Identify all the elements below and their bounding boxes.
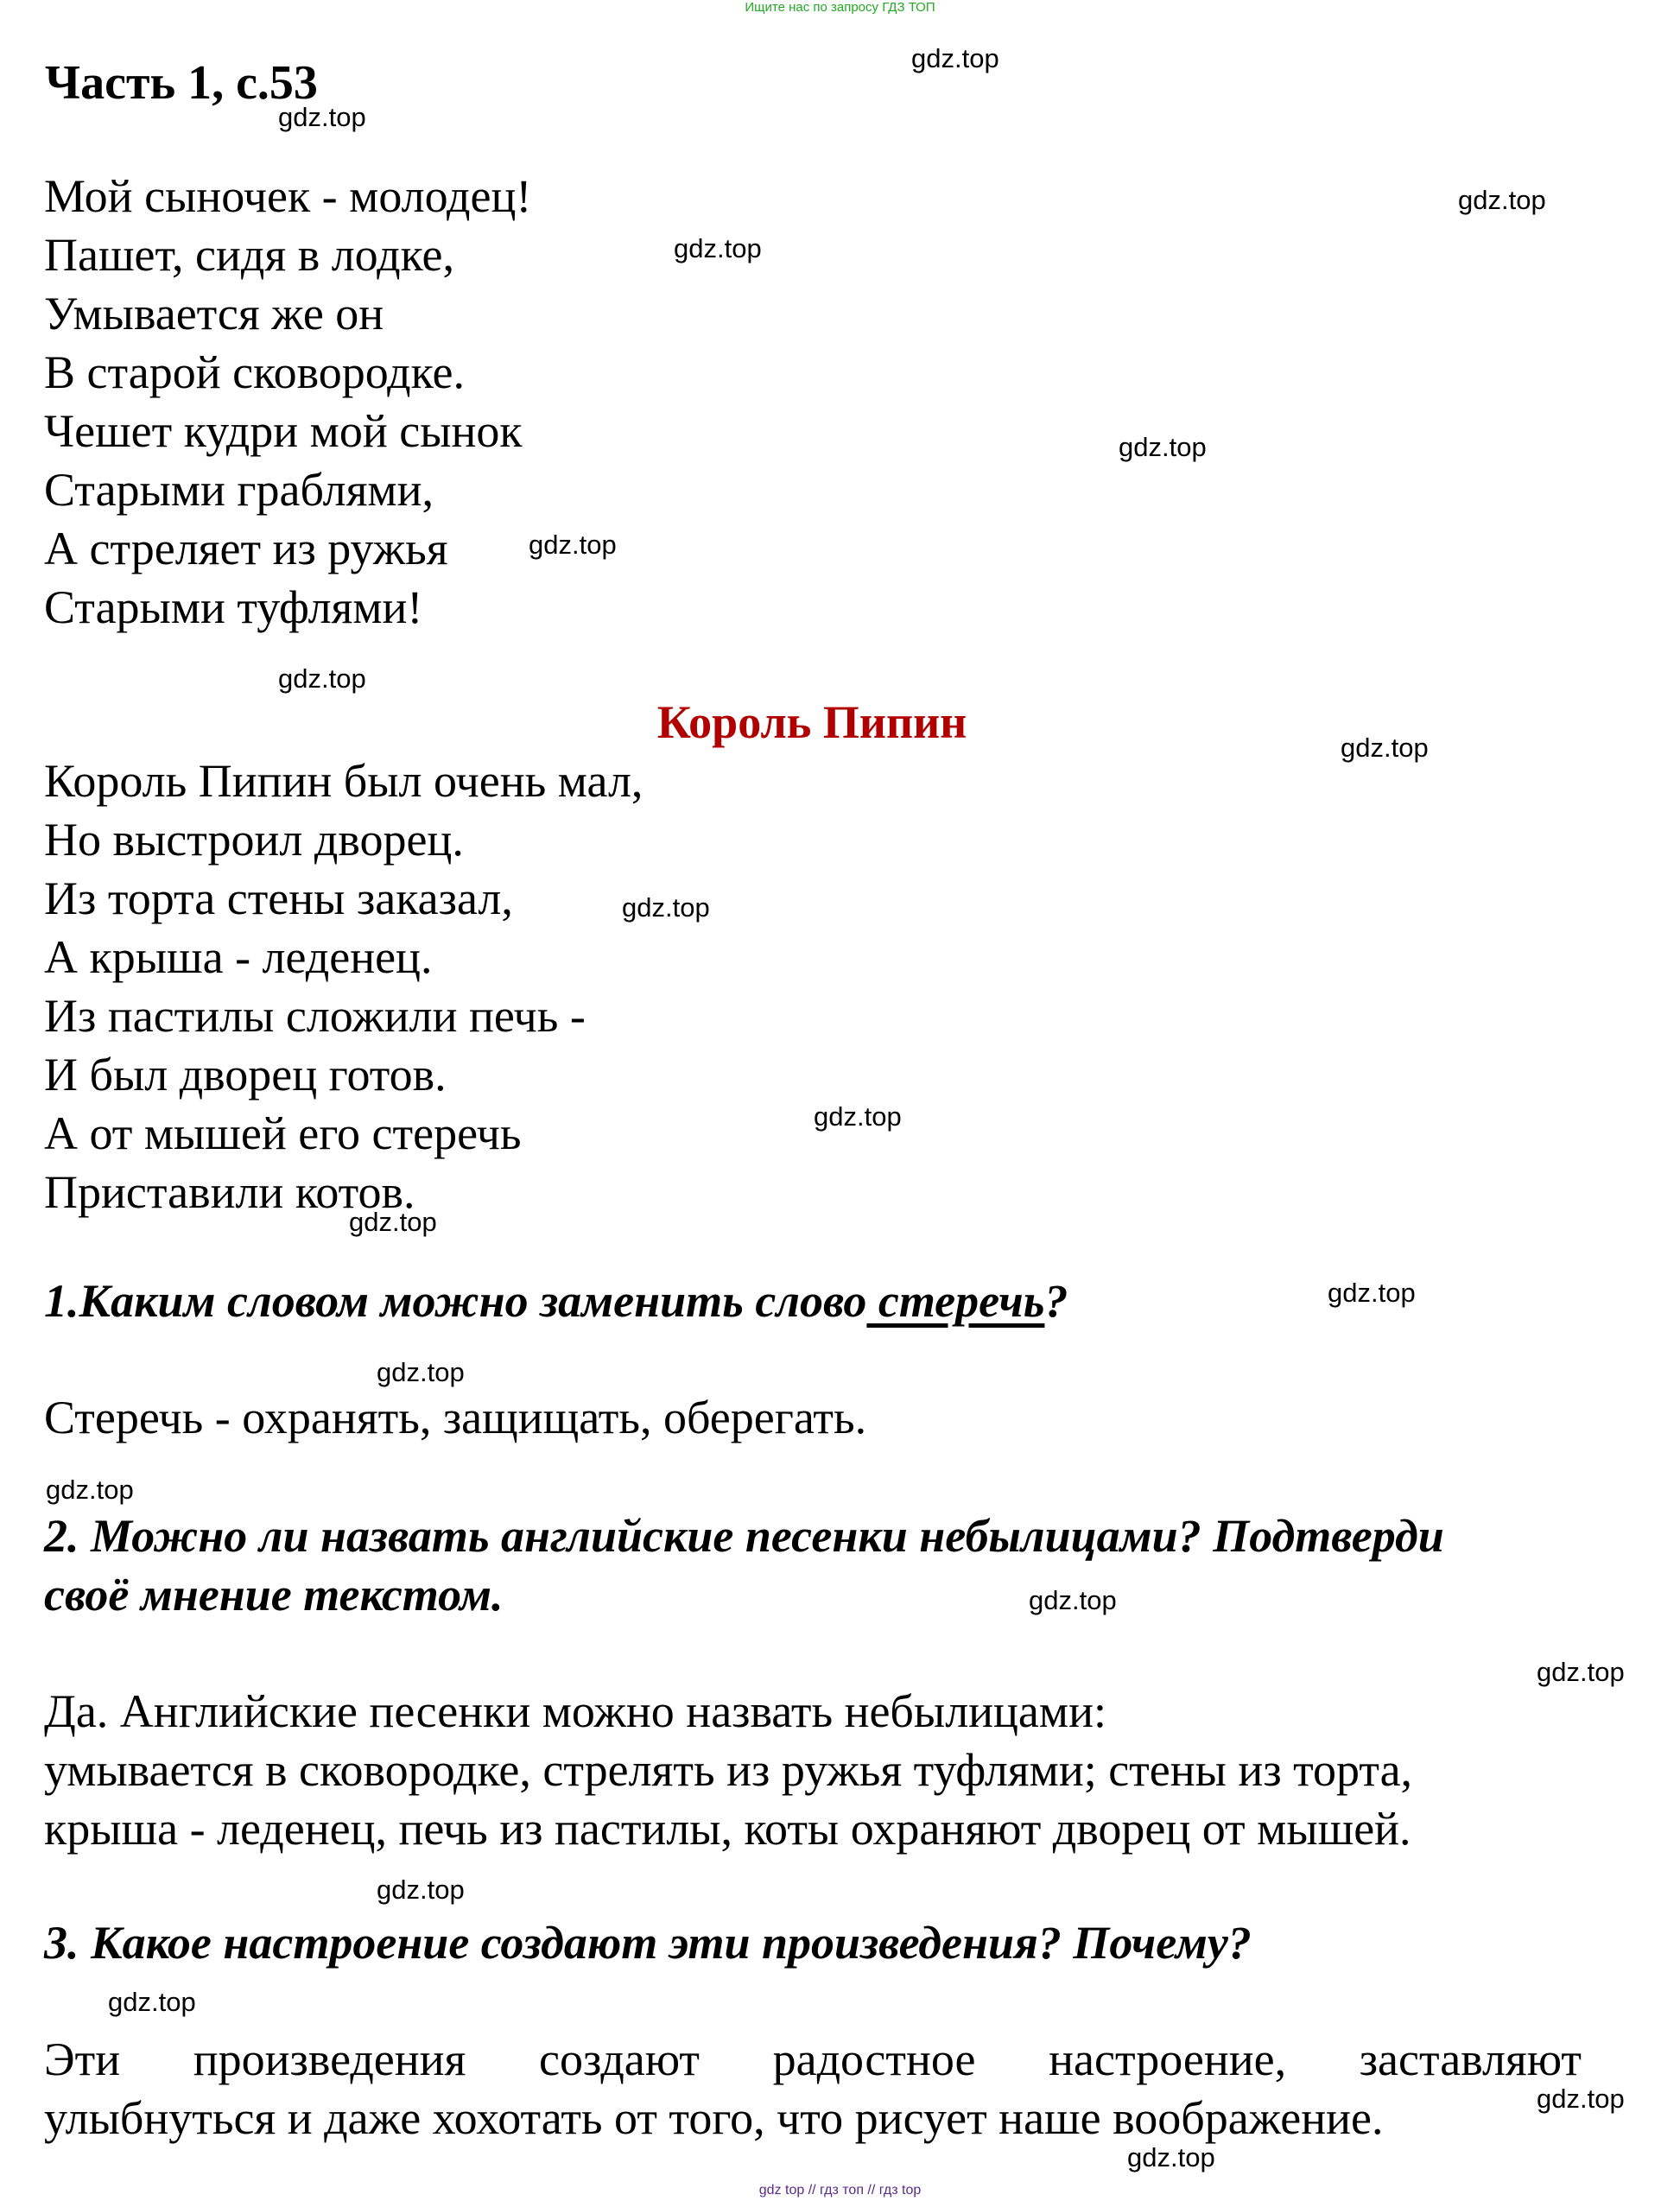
poem-2: [44, 752, 643, 1221]
poem-2-title: Король Пипин: [656, 696, 967, 748]
poem-line: А от мышей его стеречь: [44, 1107, 522, 1159]
watermark: gdz.top: [1029, 1585, 1117, 1615]
question-1: [44, 1274, 1068, 1328]
poem-line: В старой сковородке.: [44, 346, 465, 398]
watermark: gdz.top: [1537, 1657, 1625, 1687]
poem-line: А стреляет из ружья: [44, 523, 448, 574]
question-2-line-1: 2. Можно ли назвать английские песенки небылицами? Подтверди: [44, 1510, 1444, 1562]
answer-3-line-1: Эти произведения создают радостное настроение, заставляют: [44, 2033, 1582, 2085]
watermark: gdz.top: [674, 233, 762, 263]
poem-line: Старыми граблями,: [44, 464, 434, 516]
watermark: gdz.top: [1341, 733, 1429, 763]
poem-line: Пашет, сидя в лодке,: [44, 229, 454, 281]
watermark: gdz.top: [349, 1207, 437, 1237]
watermark: gdz.top: [529, 530, 617, 560]
question-2-line-2: своё мнение текстом.: [44, 1569, 504, 1621]
answer-2-line-2: умывается в сковородке, стрелять из ружья туфлями; стены из торта,: [44, 1744, 1413, 1796]
poem-line: Чешет кудри мой сынок: [44, 405, 523, 457]
poem-line: Король Пипин был очень мал,: [44, 755, 643, 807]
question-mark: ?: [1044, 1275, 1068, 1327]
watermark: gdz.top: [1127, 2142, 1215, 2172]
poem-1: [44, 167, 531, 637]
watermark: gdz.top: [1119, 432, 1207, 462]
poem-line: Старыми туфлями!: [44, 581, 423, 633]
watermark: gdz.top: [377, 1357, 465, 1387]
watermark: gdz.top: [108, 1987, 196, 2017]
watermark: gdz.top: [1328, 1278, 1416, 1308]
question-3: 3. Какое настроение создают эти произведения? Почему?: [44, 1917, 1252, 1969]
watermark: gdz.top: [1458, 185, 1546, 215]
watermark: gdz.top: [911, 43, 999, 73]
watermark: gdz.top: [814, 1101, 902, 1132]
poem-line: Умывается же он: [44, 288, 384, 339]
top-banner: Ищите нас по запросу ГДЗ ТОП: [745, 0, 935, 15]
watermark: gdz.top: [46, 1475, 134, 1505]
watermark: gdz.top: [278, 102, 366, 132]
poem-line: И был дворец готов.: [44, 1049, 447, 1100]
underlined-word: стеречь: [866, 1275, 1045, 1327]
answer-2-line-1: Да. Английские песенки можно назвать небылицами:: [44, 1685, 1106, 1737]
footer: gdz top // гдз топ // гдз top: [758, 2183, 922, 2198]
watermark: gdz.top: [278, 663, 366, 694]
poem-line: Из пастилы сложили печь -: [44, 990, 586, 1042]
poem-line: Из торта стены заказал,: [44, 872, 513, 924]
poem-line: А крыша - леденец.: [44, 931, 433, 983]
watermark: gdz.top: [622, 892, 710, 923]
answer-2-line-3: крыша - леденец, печь из пастилы, коты охраняют дворец от мышей.: [44, 1803, 1411, 1855]
poem-line: Но выстроил дворец.: [44, 814, 464, 866]
watermark: gdz.top: [1537, 2084, 1625, 2114]
answer-3-line-2: улыбнуться и даже хохотать от того, что рисует наше воображение.: [44, 2092, 1384, 2144]
answer-1: Стеречь - охранять, защищать, оберегать.: [44, 1392, 867, 1443]
watermark: gdz.top: [377, 1874, 465, 1905]
question-text: 1.Каким словом можно заменить слово: [44, 1275, 867, 1327]
poem-line: Мой сыночек - молодец!: [44, 170, 532, 222]
page-heading: Часть 1, с.53: [45, 56, 318, 110]
poem-line: Приставили котов.: [44, 1166, 415, 1218]
